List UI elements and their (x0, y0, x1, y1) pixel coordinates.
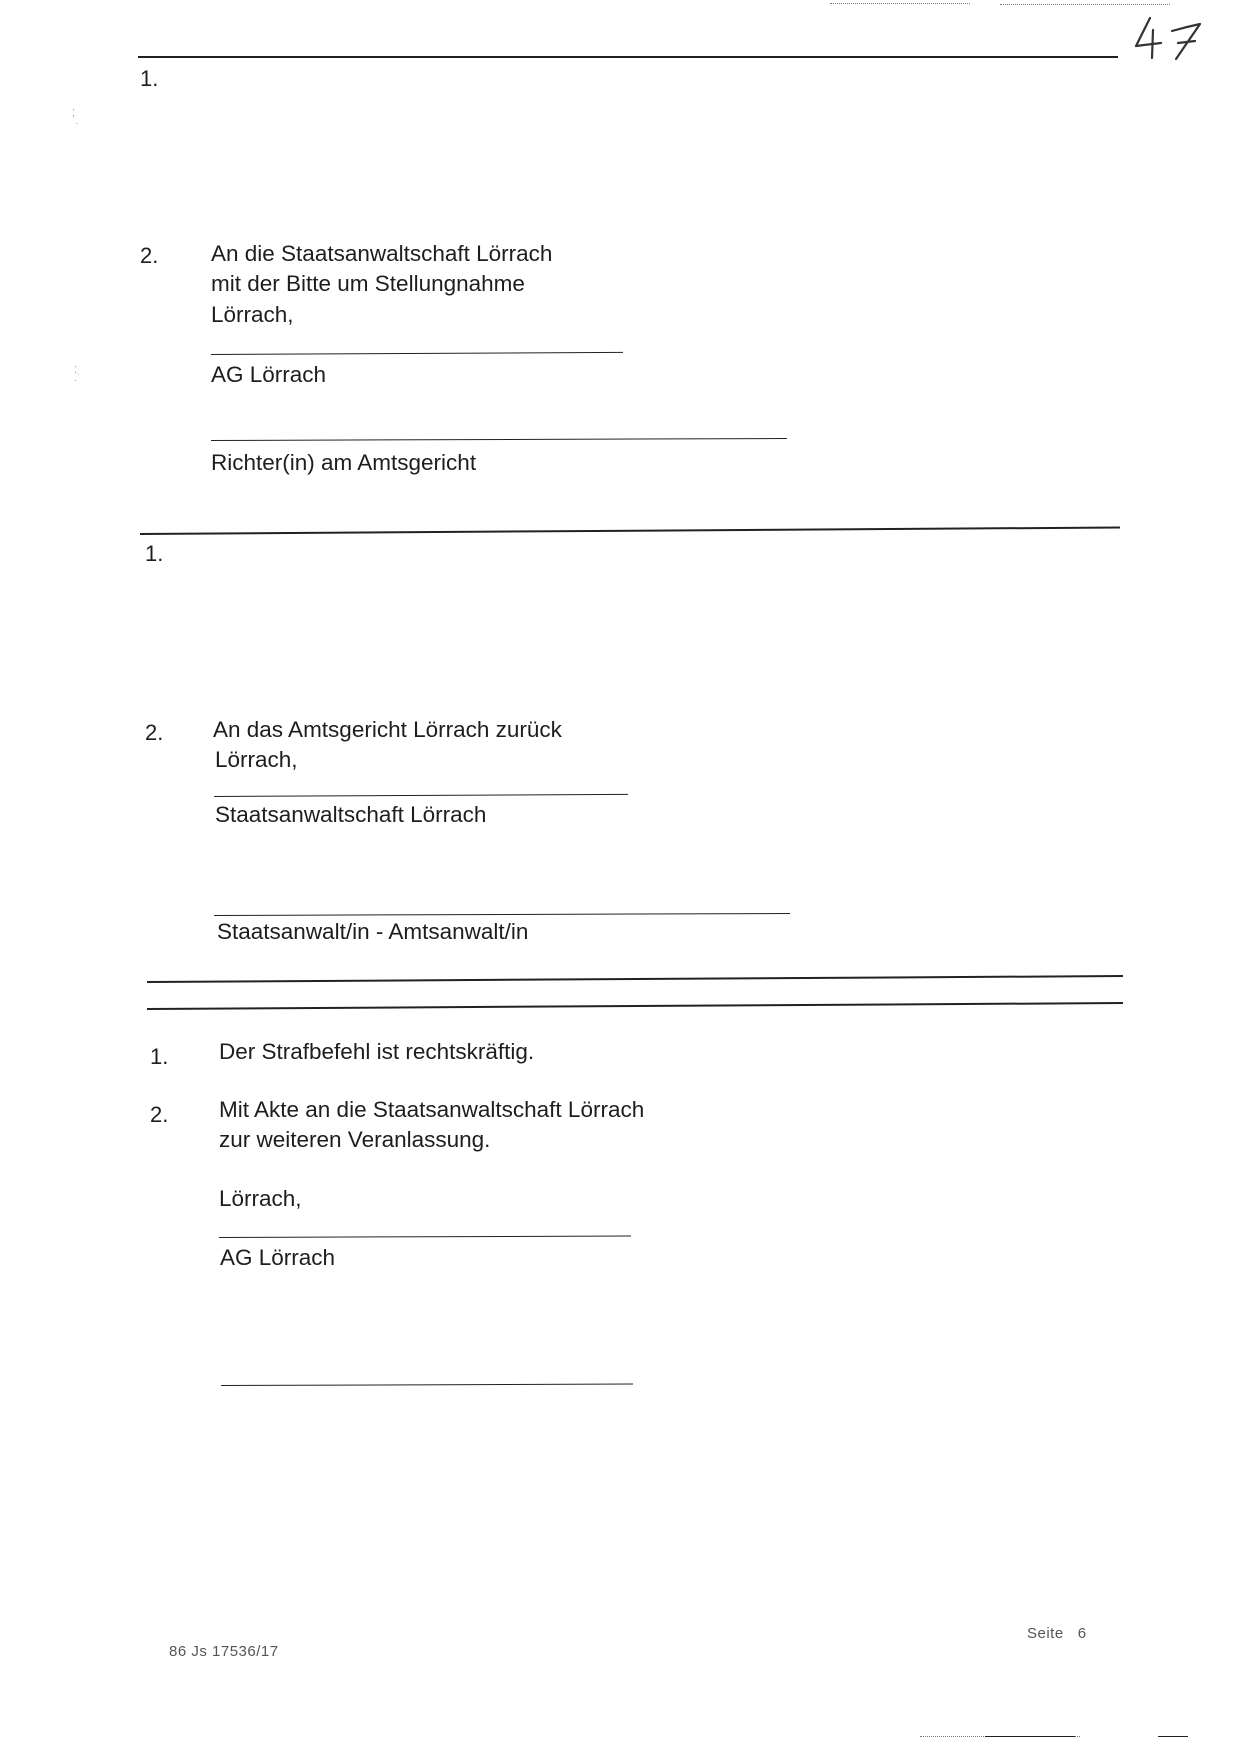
text-line: Mit Akte an die Staatsanwaltschaft Lörrach (219, 1097, 645, 1122)
signature-label: Staatsanwaltschaft Lörrach (215, 802, 487, 827)
text-line: Der Strafbefehl ist rechtskräftig. (219, 1039, 535, 1064)
signature-label: Richter(in) am Amtsgericht (211, 450, 477, 475)
text-line: An die Staatsanwaltschaft Lörrach (211, 241, 553, 266)
handwritten-page-number (1128, 12, 1213, 62)
scan-artifact (1158, 1736, 1188, 1737)
section-divider (147, 1002, 1123, 1010)
scan-artifact (830, 3, 970, 4)
text-line: Lörrach, (219, 1186, 302, 1211)
signature-line (214, 794, 628, 797)
section-divider (147, 975, 1123, 983)
scan-speckle: ⁚ ˙. (72, 108, 79, 127)
signature-label: Staatsanwalt/in - Amtsanwalt/in (217, 919, 529, 944)
signature-line (211, 438, 787, 441)
item-number: 1. (150, 1044, 169, 1069)
item-number: 1. (145, 541, 164, 566)
text-line: mit der Bitte um Stellungnahme (211, 271, 525, 296)
file-number: 86 Js 17536/17 (169, 1643, 279, 1660)
signature-line (211, 352, 623, 355)
text-line: Lörrach, (215, 747, 298, 772)
item-number: 2. (150, 1102, 169, 1127)
text-line: An das Amtsgericht Lörrach zurück (213, 717, 562, 742)
page-label (1027, 1625, 1087, 1642)
signature-line (221, 1384, 633, 1386)
item-number: 2. (145, 720, 164, 745)
scan-speckle: ⁚ .˙ (74, 365, 81, 384)
signature-line (219, 1236, 631, 1238)
signature-label: AG Lörrach (220, 1245, 336, 1270)
scan-artifact (985, 1736, 1075, 1737)
section-divider (138, 56, 1118, 58)
signature-label: AG Lörrach (211, 362, 327, 387)
text-line: Lörrach, (211, 302, 294, 327)
text-line: zur weiteren Veranlassung. (219, 1127, 491, 1152)
scan-artifact (1000, 4, 1170, 5)
page-label-text: Seite (1027, 1625, 1064, 1642)
section-divider (140, 527, 1120, 535)
item-number: 1. (140, 66, 159, 91)
page-number: 6 (1077, 1625, 1087, 1642)
item-number: 2. (140, 243, 159, 268)
